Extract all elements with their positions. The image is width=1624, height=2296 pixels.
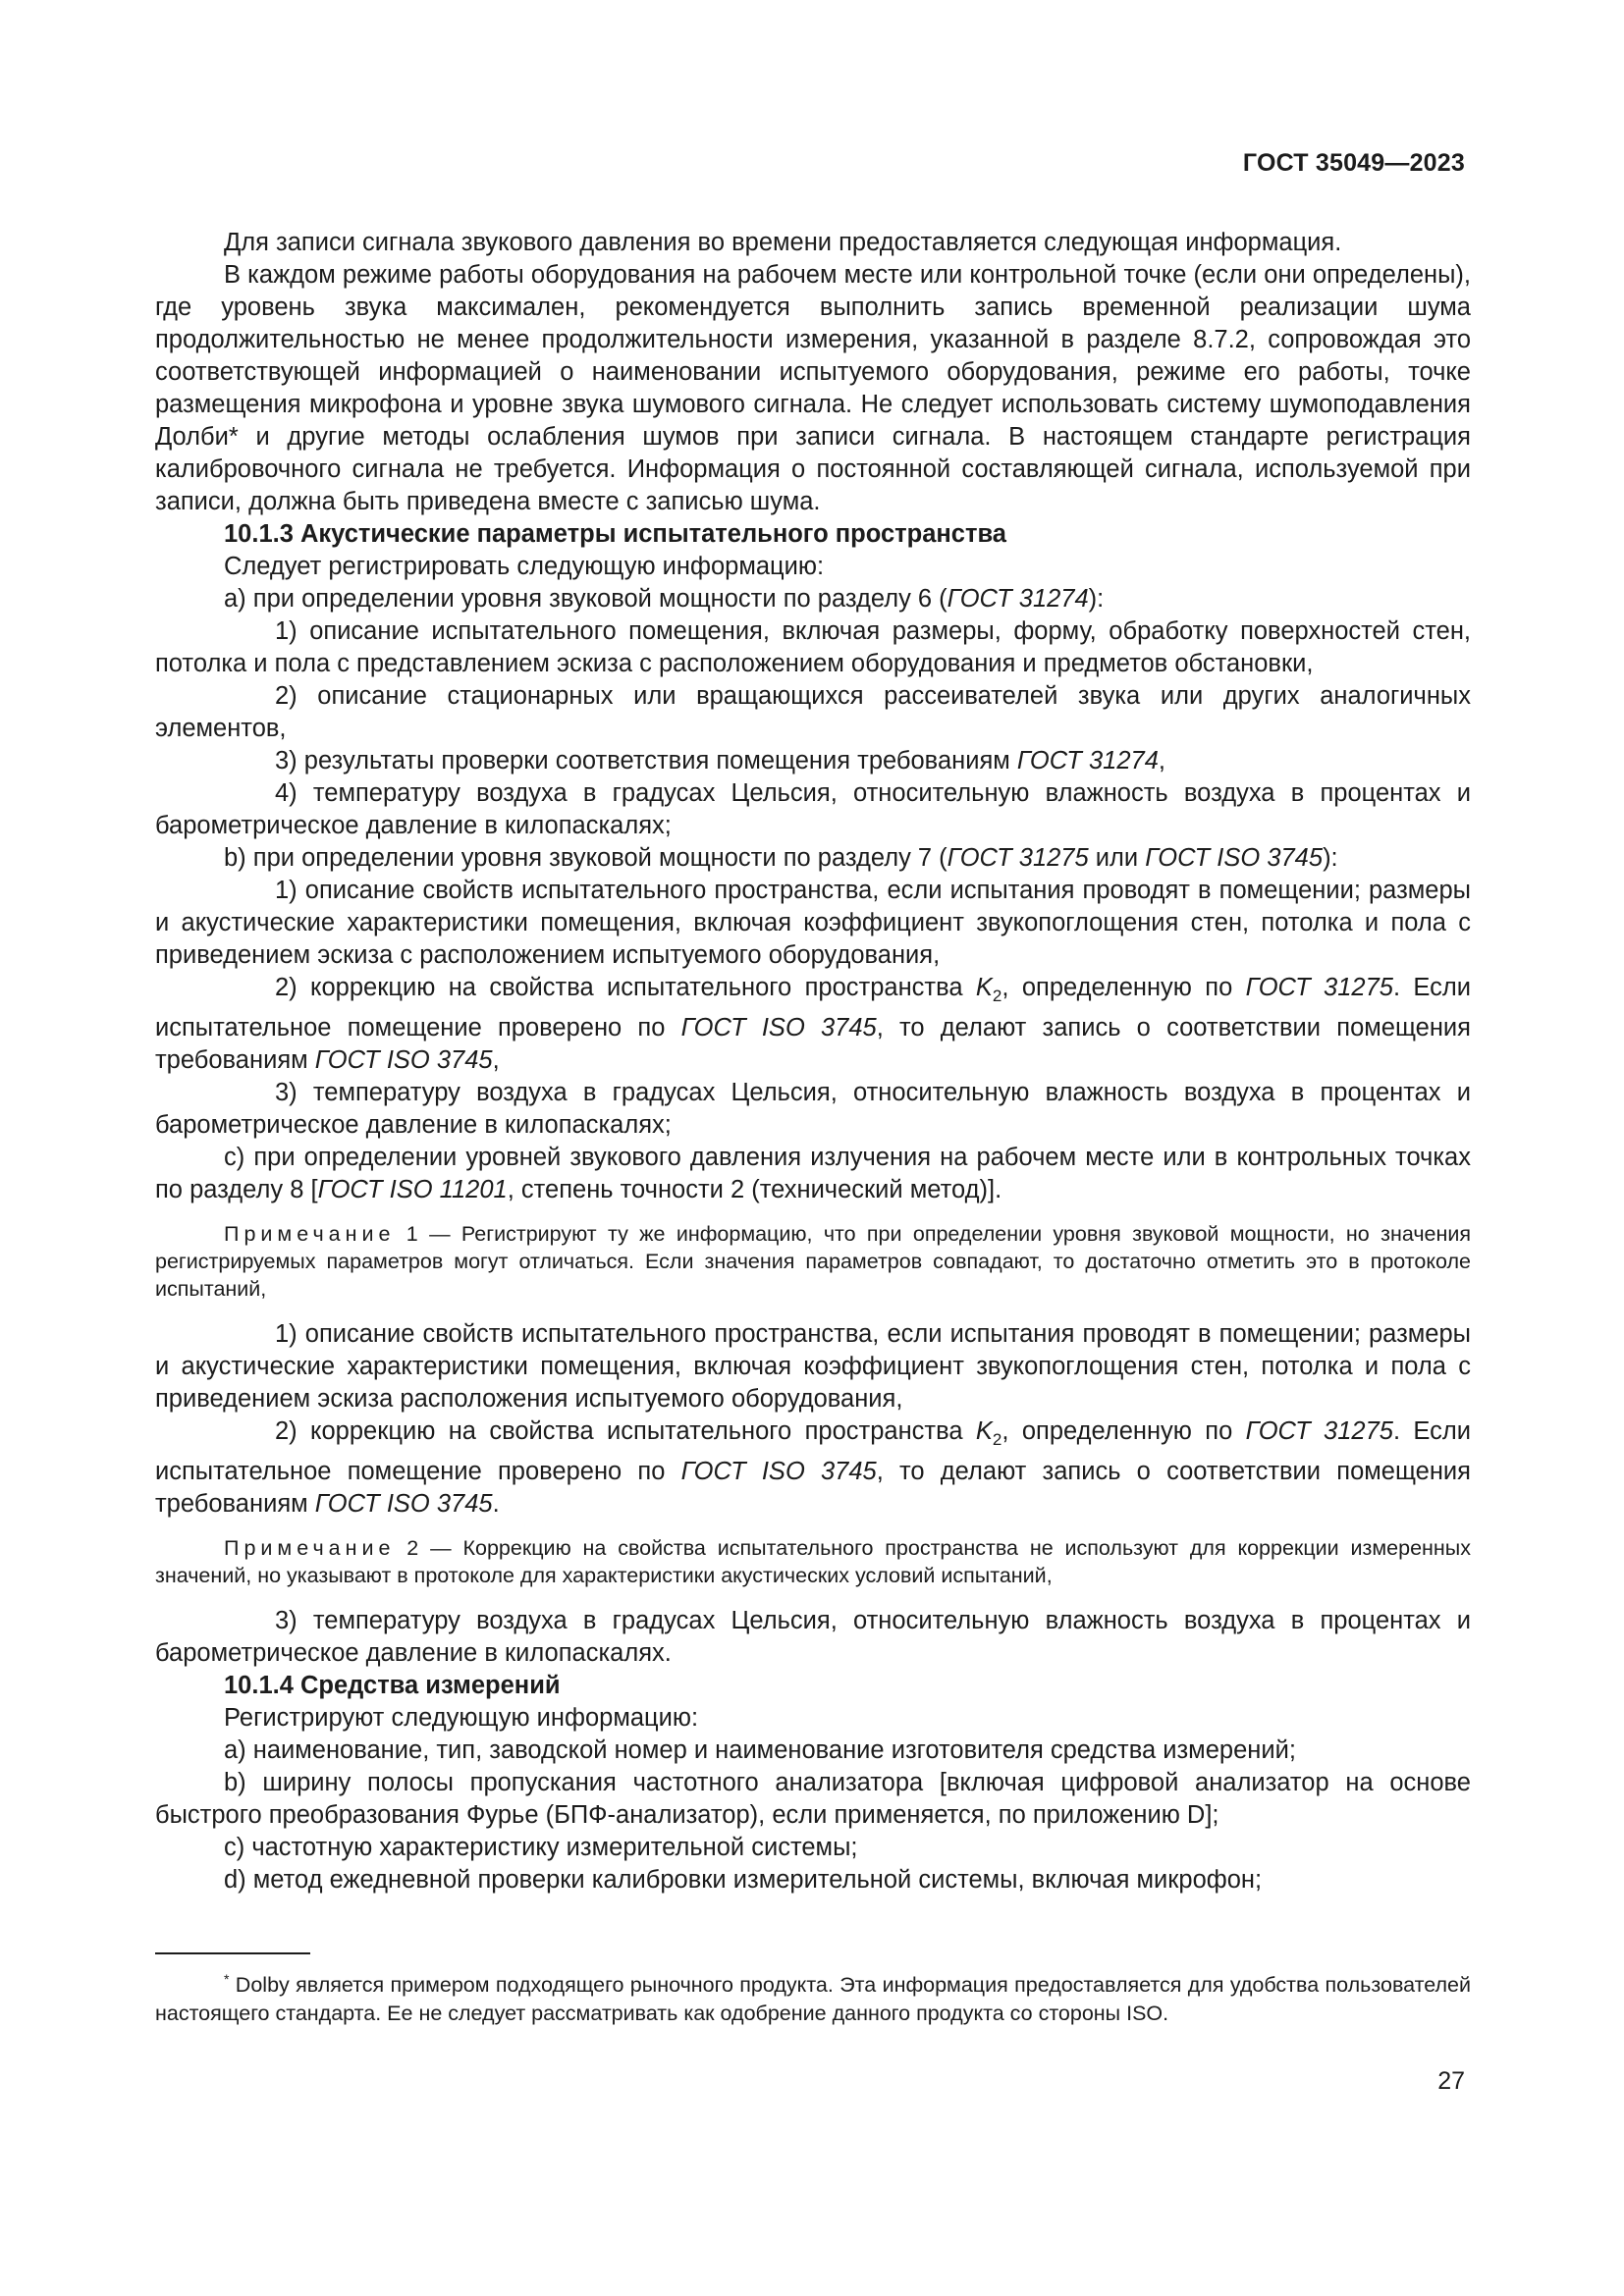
list-item-a: а) при определении уровня звуковой мощности по разделу 6 (ГОСТ 31274): — [224, 585, 1105, 613]
section-intro-10-1-4: Регистрируют следующую информацию: — [224, 1704, 699, 1733]
list-item-instruments-b: b) ширину полосы пропускания частотного анализатора [включая цифровой анализатор на основе быстрого преобразования Фурье (БПФ-анализатор), если применяется, по приложению D]; — [155, 1769, 1471, 1830]
list-item-c3: 3) температуру воздуха в градусах Цельсия, относительную влажность воздуха в процентах и барометрическое давление в килопаскалях. — [155, 1607, 1471, 1668]
paragraph-intro: Для записи сигнала звукового давления во времени предоставляется следующая информация. — [224, 229, 1342, 256]
list-item-a4: 4) температуру воздуха в градусах Цельсия, относительную влажность воздуха в процентах и барометрическое давление в килопаскалях; — [155, 779, 1471, 839]
list-item-b3: 3) температуру воздуха в градусах Цельсия, относительную влажность воздуха в процентах и барометрическое давление в килопаскалях; — [155, 1079, 1471, 1140]
list-item-b: b) при определении уровня звуковой мощности по разделу 7 (ГОСТ 31275 или ГОСТ ISO 3745): — [224, 844, 1338, 872]
list-item-a2: 2) описание стационарных или вращающихся рассеивателей звука или других аналогичных элементов, — [155, 682, 1471, 742]
paragraph-noise-recording: В каждом режиме работы оборудования на рабочем месте или контрольной точке (если они определены), где уровень звука максимален, рекомендуется выполнить запись временной реализации шума продолжительностью не менее продолжительности измерения, указанной в разделе 8.7.2, сопровождая это соответствующей информацией о наименовании испытуемого оборудования, режиме его работы, точке размещения микрофона и уровне звука шумового сигнала. Не следует использовать систему шумоподавления Долби* и другие методы ослабления шумов при записи сигнала. В настоящем стандарте регистрация калибровочного сигнала не требуется. Информация о постоянной составляющей сигнала, используемой при записи, должна быть приведена вместе с записью шума. — [155, 261, 1471, 515]
list-item-a1: 1) описание испытательного помещения, включая размеры, форму, обработку поверхностей стен, потолка и пола с представлением эскиза с расположением оборудования и предметов обстановки, — [155, 617, 1471, 677]
section-heading-10-1-3: 10.1.3 Акустические параметры испытательного пространства — [224, 520, 1006, 548]
document-header: ГОСТ 35049—2023 — [1242, 149, 1465, 177]
section-heading-10-1-4: 10.1.4 Средства измерений — [224, 1672, 561, 1700]
list-item-instruments-c: с) частотную характеристику измерительной системы; — [224, 1834, 858, 1862]
list-item-instruments-d: d) метод ежедневной проверки калибровки измерительной системы, включая микрофон; — [224, 1866, 1263, 1895]
note-2: Примечание 2 — Коррекцию на свойства испытательного пространства не используют для коррекции измеренных значений, но указывают в протоколе для характеристики акустических условий испытаний, — [155, 1536, 1471, 1588]
note-1: Примечание 1 — Регистрируют ту же информацию, что при определении уровня звуковой мощности, но значения регистрируемых параметров могут отличаться. Если значения параметров совпадают, то достаточно отметить это в протоколе испытаний, — [155, 1222, 1471, 1302]
list-item-c: с) при определении уровней звукового давления излучения на рабочем месте или в контрольных точках по разделу 8 [ГОСТ ISO 11201, степень точности 2 (технический метод)]. — [155, 1144, 1471, 1204]
list-item-b2: 2) коррекцию на свойства испытательного пространства $K_2$, определенную по ГОСТ 31275. Если испытательное помещение проверено по ГОСТ ISO 3745, то делают запись о соответствии помещения требованиям ГОСТ ISO 3745, — [155, 974, 1471, 1075]
section-intro: Следует регистрировать следующую информацию: — [224, 553, 825, 580]
list-item-a3: 3) результаты проверки соответствия помещения требованиям ГОСТ 31274, — [275, 747, 1165, 774]
page-number: 27 — [1437, 2067, 1465, 2095]
list-item-c2: 2) коррекцию на свойства испытательного пространства $K_2$, определенную по ГОСТ 31275. Если испытательное помещение проверено по ГОСТ ISO 3745, то делают запись о соответствии помещения требованиям ГОСТ ISO 3745. — [155, 1417, 1471, 1519]
list-item-c1: 1) описание свойств испытательного пространства, если испытания проводят в помещении; размеры и акустические характеристики помещения, включая коэффициент звукопоглощения стен, потолка и пола с приведением эскиза расположения испытуемого оборудования, — [155, 1320, 1471, 1414]
list-item-instruments-a: а) наименование, тип, заводской номер и наименование изготовителя средства измерений; — [224, 1736, 1296, 1765]
document-body — [155, 227, 1471, 1896]
list-item-b1: 1) описание свойств испытательного пространства, если испытания проводят в помещении; размеры и акустические характеристики помещения, включая коэффициент звукопоглощения стен, потолка и пола с приведением эскиза с расположением испытуемого оборудования, — [155, 877, 1471, 969]
footnote: * Dolby является примером подходящего рыночного продукта. Эта информация предоставляется для удобства пользователей настоящего стандарта. Ее не следует рассматривать как одобрение данного продукта со стороны ISO. — [155, 1971, 1471, 2026]
footnote-separator — [155, 1952, 310, 1954]
